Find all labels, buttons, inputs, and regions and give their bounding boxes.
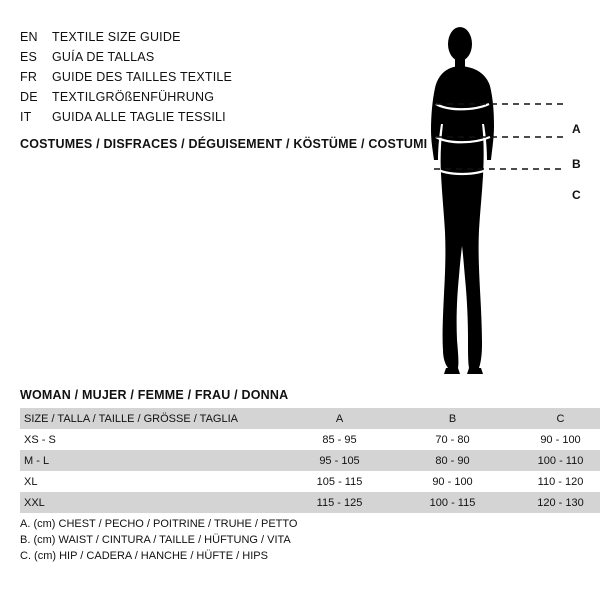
language-row-de <box>20 90 350 110</box>
legend-line-c: C. (cm) HIP / CADERA / HANCHE / HÜFTE / HIPS <box>20 550 268 562</box>
table-row <box>20 471 600 492</box>
cell-a: 95 - 105 <box>283 450 396 471</box>
cell-b: 70 - 80 <box>396 429 509 450</box>
cell-c: 100 - 110 <box>509 450 600 471</box>
table-row <box>20 429 600 450</box>
cell-b: 80 - 90 <box>396 450 509 471</box>
language-code-de: DE <box>20 90 38 104</box>
language-code-fr: FR <box>20 70 38 84</box>
table-row <box>20 492 600 513</box>
header-c: C <box>509 408 600 429</box>
language-row-es <box>20 50 350 70</box>
language-list <box>20 30 350 130</box>
woman-silhouette-icon <box>400 18 580 378</box>
size-table <box>20 408 600 513</box>
legend-line-b: B. (cm) WAIST / CINTURA / TAILLE / HÜFTUNG / VITA <box>20 534 291 546</box>
category-title: COSTUMES / DISFRACES / DÉGUISEMENT / KÖSTÜME / COSTUMI <box>20 137 428 151</box>
language-code-es: ES <box>20 50 38 64</box>
language-row-it <box>20 110 350 130</box>
cell-c: 120 - 130 <box>509 492 600 513</box>
language-text-en: TEXTILE SIZE GUIDE <box>52 30 181 44</box>
size-table-head <box>20 408 600 429</box>
language-code-en: EN <box>20 30 38 44</box>
size-table-section <box>20 388 584 513</box>
cell-a: 115 - 125 <box>283 492 396 513</box>
cell-size: XL <box>20 471 283 492</box>
header-size: SIZE / TALLA / TAILLE / GRÖSSE / TAGLIA <box>20 408 283 429</box>
cell-c: 110 - 120 <box>509 471 600 492</box>
cell-size: XXL <box>20 492 283 513</box>
header-a: A <box>283 408 396 429</box>
measurement-legend <box>20 516 297 564</box>
cell-size: M - L <box>20 450 283 471</box>
language-text-fr: GUIDE DES TAILLES TEXTILE <box>52 70 233 84</box>
language-row-fr <box>20 70 350 90</box>
marker-label-c: C <box>572 188 581 202</box>
cell-b: 100 - 115 <box>396 492 509 513</box>
legend-line-a: A. (cm) CHEST / PECHO / POITRINE / TRUHE / PETTO <box>20 518 298 530</box>
cell-c: 90 - 100 <box>509 429 600 450</box>
figure-illustration <box>400 18 580 378</box>
language-text-de: TEXTILGRÖßENFÜHRUNG <box>52 90 215 104</box>
language-code-it: IT <box>20 110 32 124</box>
language-row-en <box>20 30 350 50</box>
cell-b: 90 - 100 <box>396 471 509 492</box>
table-title: WOMAN / MUJER / FEMME / FRAU / DONNA <box>20 388 289 402</box>
language-text-es: GUÍA DE TALLAS <box>52 50 155 64</box>
header-b: B <box>396 408 509 429</box>
language-text-it: GUIDA ALLE TAGLIE TESSILI <box>52 110 226 124</box>
marker-label-a: A <box>572 122 581 136</box>
cell-size: XS - S <box>20 429 283 450</box>
cell-a: 85 - 95 <box>283 429 396 450</box>
size-table-body <box>20 429 600 513</box>
table-row <box>20 450 600 471</box>
table-header-row <box>20 408 600 429</box>
cell-a: 105 - 115 <box>283 471 396 492</box>
marker-label-b: B <box>572 157 581 171</box>
